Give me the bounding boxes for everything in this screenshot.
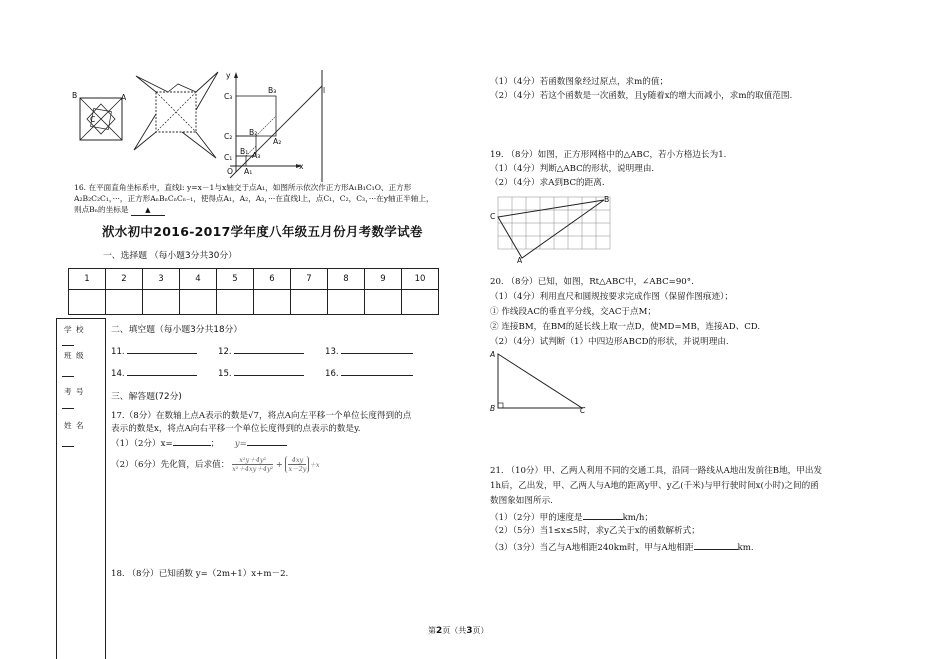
q21-part3-unit: km.	[737, 543, 754, 553]
student-info-box	[56, 318, 106, 659]
answer-table	[68, 268, 439, 315]
q16-answer-mark: ▲	[145, 206, 151, 214]
footer-prefix: 第	[428, 626, 436, 635]
q19-grid-figure	[490, 192, 620, 264]
answer-cell[interactable]	[69, 290, 106, 315]
fill-blank-14	[111, 366, 197, 381]
q17-fraction-1-numerator: x²y＋4y²	[232, 456, 273, 465]
q19-label-c: C	[490, 212, 496, 221]
q17-part1-y-label: y=	[234, 439, 247, 449]
fill-blank-12	[218, 344, 304, 359]
q19-part2: （2）（4分）求A到BC的距离.	[490, 178, 605, 188]
q20-part1: （1）（4分）利用直尺和圆规按要求完成作图（保留作图痕迹）；	[490, 292, 733, 302]
q21-part1	[490, 510, 653, 525]
q21-part3	[490, 540, 754, 555]
fill-blank-16-line[interactable]	[341, 366, 413, 376]
q17-fraction-2	[285, 456, 309, 473]
q17-x-answer[interactable]	[173, 436, 211, 446]
answer-cell[interactable]	[106, 290, 143, 315]
fig-sq-label-b: B	[72, 91, 78, 100]
fig-g-label-x: x	[299, 162, 304, 171]
fig-g-label-a3: A₃	[252, 151, 261, 160]
q20-label-a: A	[490, 350, 496, 359]
q17-tail: ＋x	[309, 461, 320, 469]
q17-part2-label: （2）（6分）先化简，后求值：	[111, 460, 230, 470]
student-name-label: 姓 名	[64, 421, 85, 430]
answer-cell[interactable]	[143, 290, 180, 315]
fill-blank-16-number: 16.	[325, 369, 339, 379]
student-class-line[interactable]	[62, 376, 74, 377]
q21-part1-unit: km/h；	[622, 513, 653, 523]
fill-blank-15	[218, 366, 304, 381]
page-title: 洑水初中2016-2017学年度八年级五月份月考数学试卷	[102, 224, 423, 239]
q17-fraction-1-denominator: x²＋4xy＋4y²	[232, 465, 274, 473]
fig-g-label-c2: C₂	[224, 132, 233, 141]
fill-blank-13-line[interactable]	[341, 344, 413, 354]
footer-total-pages: 3	[466, 626, 473, 636]
q19-label-a: A	[517, 256, 523, 265]
footer-suffix: 页）	[472, 626, 489, 635]
q16-line1: 16. 在平面直角坐标系中，直线l: y=x－1与x轴交于点A₁，如图所示依次作正方形A₁B₁C₁O、正方形	[74, 183, 412, 192]
footer-mid: 页（共	[442, 626, 467, 635]
q21-line3: 数图象如图所示.	[490, 496, 553, 506]
fill-blank-16	[325, 366, 413, 381]
q21-part2: （2）（5分）当1≤x≤5时，求y乙关于x的函数解析式；	[490, 526, 700, 536]
q19-line1: 19. （8分）如图，正方形网格中的△ABC，若小方格边长为1.	[490, 150, 727, 160]
answer-table-header: 3	[143, 269, 180, 290]
fill-blank-12-number: 12.	[218, 347, 232, 357]
fig-sq-label-c: C	[90, 115, 96, 124]
answer-table-header: 6	[254, 269, 291, 290]
answer-table-header: 10	[402, 269, 439, 290]
q17-part2	[111, 456, 320, 473]
answer-cell[interactable]	[291, 290, 328, 315]
q16-line3	[74, 204, 165, 216]
answer-cell[interactable]	[328, 290, 365, 315]
fill-blank-15-number: 15.	[218, 369, 232, 379]
answer-table-header: 7	[291, 269, 328, 290]
q16-line3-text: 则点Bₙ的坐标是	[74, 205, 129, 214]
q18-text: 18. （8分）已知函数 y=（2m+1）x+m－2.	[111, 569, 289, 579]
q20-step2: ② 连接BM，在BM的延长线上取一点D，使MD=MB，连接AD、CD.	[490, 322, 761, 332]
fill-blank-13	[325, 344, 413, 359]
answer-table-header: 1	[69, 269, 106, 290]
fig-g-label-a1: A₁	[244, 167, 253, 176]
figure-staircase-graph	[222, 70, 332, 182]
fig-g-label-b1: B₁	[240, 147, 249, 156]
fill-blank-15-line[interactable]	[234, 366, 304, 376]
answer-cell[interactable]	[365, 290, 402, 315]
section-3-heading: 三、解答题(72分)	[111, 392, 182, 402]
footer-page-number: 2	[436, 626, 443, 636]
fill-blank-12-line[interactable]	[234, 344, 304, 354]
answer-table-header: 5	[217, 269, 254, 290]
figure-pinwheel	[128, 70, 223, 165]
q16-line2: A₂B₂C₂C₁，···，正方形AₙBₙCₙCₙ₋₁，使得点A₁，A₂，A₃，···在直线l上，点C₁，C₂，C₃，···在y轴正半轴上，	[74, 194, 434, 203]
answer-cell[interactable]	[254, 290, 291, 315]
q17-line1: 17.（8分）在数轴上点A表示的数是√7，将点A向左平移一个单位长度得到的点	[111, 411, 412, 421]
q17-y-answer[interactable]	[247, 436, 287, 446]
answer-table-header-row	[69, 269, 439, 290]
section-1-heading: 一、选择题 （每小题3分共30分）	[103, 251, 237, 261]
q21-part1-text: （1）（2分）甲的速度是	[490, 513, 583, 523]
fill-blank-11	[111, 344, 197, 359]
q20-part2: （2）（4分）试判断（1）中四边形ABCD的形状，并说明理由.	[490, 337, 729, 347]
fig-g-label-l: l	[323, 86, 326, 95]
q18-part1: （1）（4分）若函数图象经过原点，求m的值；	[490, 77, 669, 87]
answer-table-header: 4	[180, 269, 217, 290]
q21-line1: 21. （10分）甲、乙两人利用不同的交通工具，沿同一路线从A地出发前往B地，甲出发	[490, 466, 823, 476]
q21-part3-text: （3）（3分）当乙与A地相距240km时，甲与A地相距	[490, 543, 694, 553]
answer-table-answer-row	[69, 290, 439, 315]
q17-part1	[111, 436, 287, 451]
q17-part1-label: （1）（2分）x=	[111, 439, 173, 449]
student-examno-line[interactable]	[62, 408, 74, 409]
q21-speed-answer[interactable]	[583, 510, 623, 520]
section-2-heading: 二、填空题（每小题3分共18分）	[111, 325, 243, 335]
student-examno-label: 考 号	[64, 387, 85, 396]
page-footer	[428, 624, 489, 638]
q20-line1: 20. （8分）已知，如图，Rt△ABC中，∠ABC=90°.	[490, 277, 694, 287]
q17-fraction-1	[232, 456, 273, 473]
answer-table-header: 2	[106, 269, 143, 290]
answer-table-header: 8	[328, 269, 365, 290]
q20-triangle-figure	[490, 348, 590, 416]
student-school-line[interactable]	[62, 345, 74, 346]
fig-g-label-o: O	[227, 167, 233, 176]
q17-fraction-2-denominator: x－2y	[288, 465, 307, 473]
q20-step1: ① 作线段AC的垂直平分线，交AC于点M；	[490, 307, 657, 317]
q20-label-c: C	[580, 406, 586, 415]
q17-divide-sign: ÷	[276, 460, 283, 469]
fig-g-label-b2: B₂	[249, 128, 258, 137]
fill-blank-11-number: 11.	[111, 347, 125, 357]
q17-fraction-2-numerator: 4xy	[288, 456, 306, 465]
answer-cell[interactable]	[402, 290, 439, 315]
q17-line2: 表示的数是x，将点A向右平移一个单位长度得到的点表示的数是y.	[111, 424, 361, 434]
student-school-label: 学 校	[64, 325, 85, 334]
student-class-label: 班 级	[64, 351, 85, 360]
student-name-line[interactable]	[62, 446, 74, 447]
q16-answer-blank[interactable]	[131, 206, 165, 216]
fig-sq-label-a: A	[121, 93, 127, 102]
fig-g-label-c1: C₁	[224, 153, 233, 162]
fig-g-label-a2: A₂	[273, 137, 282, 146]
fig-g-label-y: y	[226, 71, 231, 80]
q18-part2: （2）（4分）若这个函数是一次函数，且y随着x的增大而减小，求m的取值范围.	[490, 91, 793, 101]
fill-blank-14-number: 14.	[111, 369, 125, 379]
q17-part1-semicolon: ；	[210, 439, 220, 449]
fig-g-label-c3: C₃	[224, 92, 233, 101]
q21-line2: 1h后，乙出发，甲、乙两人与A地的距离y甲、y乙(千米)与甲行驶时间x(小时)之间的函	[490, 481, 819, 491]
q21-distance-answer[interactable]	[694, 540, 738, 550]
fill-blank-14-line[interactable]	[127, 366, 197, 376]
fill-blank-11-line[interactable]	[127, 344, 197, 354]
q19-part1: （1）（4分）判断△ABC的形状，说明理由.	[490, 164, 655, 174]
q20-label-b: B	[490, 404, 496, 413]
fill-blank-13-number: 13.	[325, 347, 339, 357]
fig-g-label-b3: B₃	[268, 86, 277, 95]
answer-cell[interactable]	[180, 290, 217, 315]
answer-cell[interactable]	[217, 290, 254, 315]
answer-table-header: 9	[365, 269, 402, 290]
q19-label-b: B	[604, 195, 610, 204]
